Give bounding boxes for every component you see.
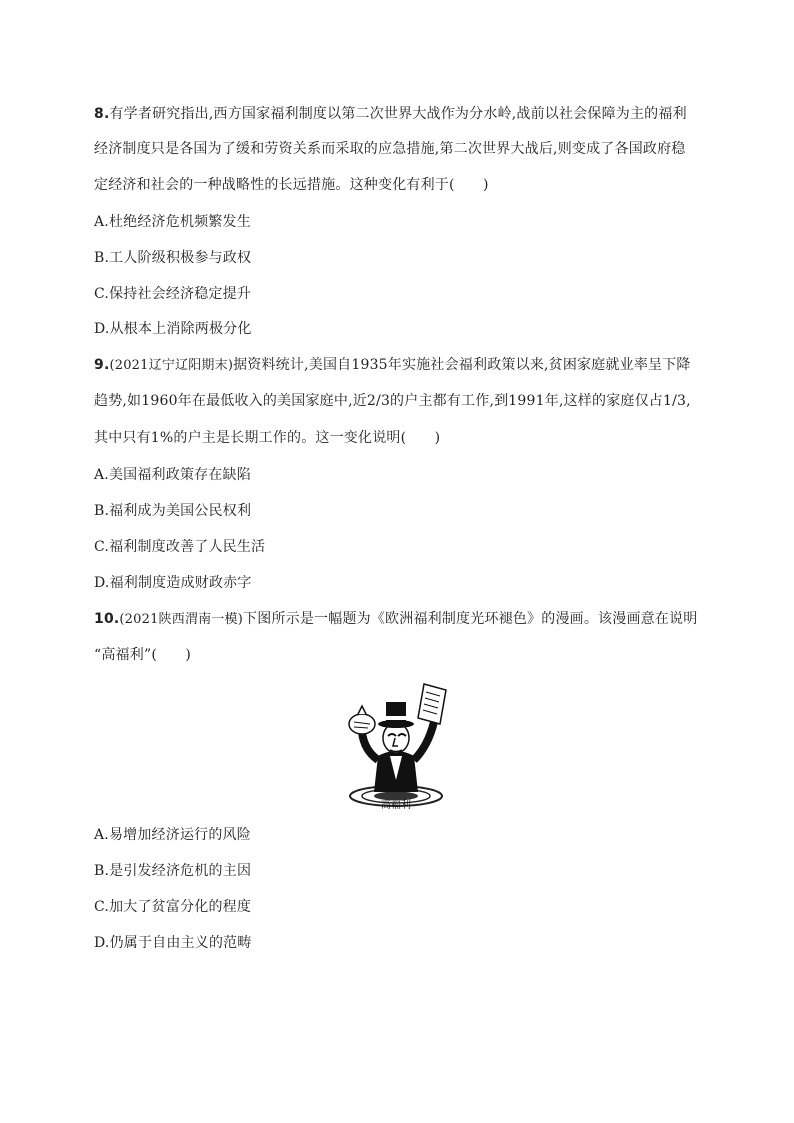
q10-line-1: 10.(2021陕西渭南一模)下图所示是一幅题为《欧洲福利制度光环褪色》的漫画。该漫画意在说明 [94,611,698,627]
q9-option-a: A.美国福利政策存在缺陷 [94,467,251,483]
q8-option-c: C.保持社会经济稳定提升 [94,286,252,302]
q8-option-d: D.从根本上消除两极分化 [94,321,252,337]
q9-line-2: 趋势,如1960年在最低收入的美国家庭中,近2/3的户主都有工作,到1991年,这样的家庭仅占1/3, [94,393,691,409]
q10-option-a: A.易增加经济运行的风险 [94,827,251,843]
q8-option-a: A.杜绝经济危机频繁发生 [94,214,251,230]
q10-option-b: B.是引发经济危机的主因 [94,863,252,879]
q9-line-1: 9.(2021辽宁辽阳期末)据资料统计,美国自1935年实施社会福利政策以来,贫困家庭就业率呈下降 [94,357,691,373]
q8-option-b: B.工人阶级积极参与政权 [94,250,252,266]
q10-number: 10. [94,611,120,627]
q8-line-2: 经济制度只是各国为了缓和劳资关系而采取的应急措施,第二次世界大战后,则变成了各国政府稳 [94,141,686,157]
q9-line-3: 其中只有1%的户主是长期工作的。这一变化说明( ) [94,430,441,446]
q10-option-c: C.加大了贫富分化的程度 [94,899,252,915]
q9-option-b: B.福利成为美国公民权利 [94,503,252,519]
q10-option-d: D.仍属于自由主义的范畴 [94,935,252,951]
q8-number: 8. [94,106,110,122]
cartoon-caption: 高福利 [381,800,411,811]
q9-source: (2021辽宁辽阳期末) [109,358,234,373]
q10-line-2: “高福利”( ) [94,647,192,663]
q10-source: (2021陕西渭南一模) [119,612,244,627]
cartoon-image [338,680,456,812]
q8-line-1: 8.有学者研究指出,西方国家福利制度以第二次世界大战作为分水岭,战前以社会保障为主的福利 [94,106,687,122]
q8-line-3: 定经济和社会的一种战略性的长远措施。这种变化有利于( ) [94,177,489,193]
q9-number: 9. [94,357,110,373]
q9-option-c: C.福利制度改善了人民生活 [94,539,266,555]
q9-option-d: D.福利制度造成财政赤字 [94,575,252,591]
